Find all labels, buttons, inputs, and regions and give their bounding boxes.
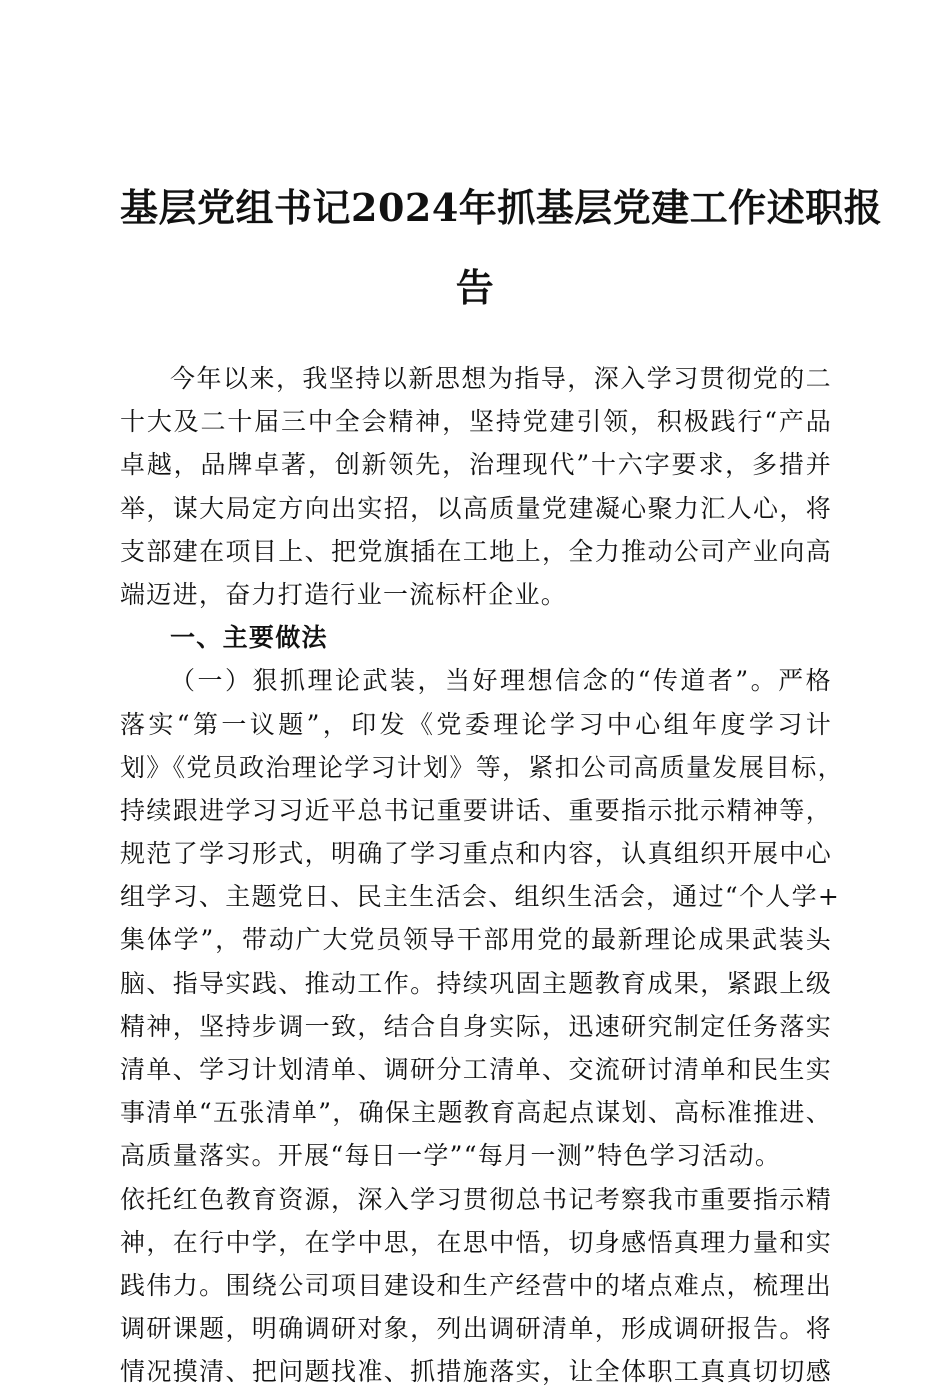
section1-line: 神，在行中学，在学中思，在思中悟，切身感悟真理力量和实 xyxy=(120,1227,832,1257)
section1-line: 规范了学习形式，明确了学习重点和内容，认真组织开展中心 xyxy=(120,839,832,869)
intro-line: 举，谋大局定方向出实招，以高质量党建凝心聚力汇人心，将 xyxy=(120,493,832,523)
section1-line: 脑、指导实践、推动工作。持续巩固主题教育成果，紧跟上级 xyxy=(120,968,832,998)
section-heading: 一、主要做法 xyxy=(170,623,328,653)
section1-line: （一）狠抓理论武装，当好理想信念的“传道者”。严格 xyxy=(170,666,832,696)
section1-line: 集体学”，带动广大党员领导干部用党的最新理论成果武装头 xyxy=(120,925,832,955)
section1-line: 落实“第一议题”，印发《党委理论学习中心组年度学习计 xyxy=(120,709,832,739)
title-line-2: 告 xyxy=(455,265,495,310)
intro-line: 十大及二十届三中全会精神，坚持党建引领，积极践行“产品 xyxy=(120,407,832,437)
section1-line: 高质量落实。开展“每日一学”“每月一测”特色学习活动。 xyxy=(120,1141,782,1171)
section1-line: 精神，坚持步调一致，结合自身实际，迅速研究制定任务落实 xyxy=(120,1011,832,1041)
section1-line: 组学习、主题党日、民主生活会、组织生活会，通过“个人学+ xyxy=(120,882,841,912)
section1-line: 持续跟进学习习近平总书记重要讲话、重要指示批示精神等， xyxy=(120,795,832,825)
title-line-1: 基层党组书记2024年抓基层党建工作述职报 xyxy=(120,185,883,230)
section1-line: 划》《党员政治理论学习计划》等，紧扣公司高质量发展目标， xyxy=(120,752,844,782)
intro-line: 今年以来，我坚持以新思想为指导，深入学习贯彻党的二 xyxy=(170,364,832,393)
intro-line: 卓越，品牌卓著，创新领先，治理现代”十六字要求，多措并 xyxy=(120,450,832,480)
intro-line: 支部建在项目上、把党旗插在工地上，全力推动公司产业向高 xyxy=(120,536,832,566)
intro-line: 端迈进，奋力打造行业一流标杆企业。 xyxy=(120,579,568,609)
section1-line: 清单、学习计划清单、调研分工清单、交流研讨清单和民生实 xyxy=(120,1055,832,1084)
section1-line: 践伟力。围绕公司项目建设和生产经营中的堵点难点，梳理出 xyxy=(120,1270,832,1300)
section1-line: 情况摸清、把问题找准、抓措施落实，让全体职工真真切切感 xyxy=(120,1357,832,1387)
document-title xyxy=(120,168,883,328)
document-body xyxy=(120,357,844,1394)
section1-line: 事清单“五张清单”，确保主题教育高起点谋划、高标准推进、 xyxy=(120,1098,832,1128)
section1-line: 调研课题，明确调研对象，列出调研清单，形成调研报告。将 xyxy=(120,1314,832,1344)
section1-line: 依托红色教育资源，深入学习贯彻总书记考察我市重要指示精 xyxy=(120,1184,832,1214)
